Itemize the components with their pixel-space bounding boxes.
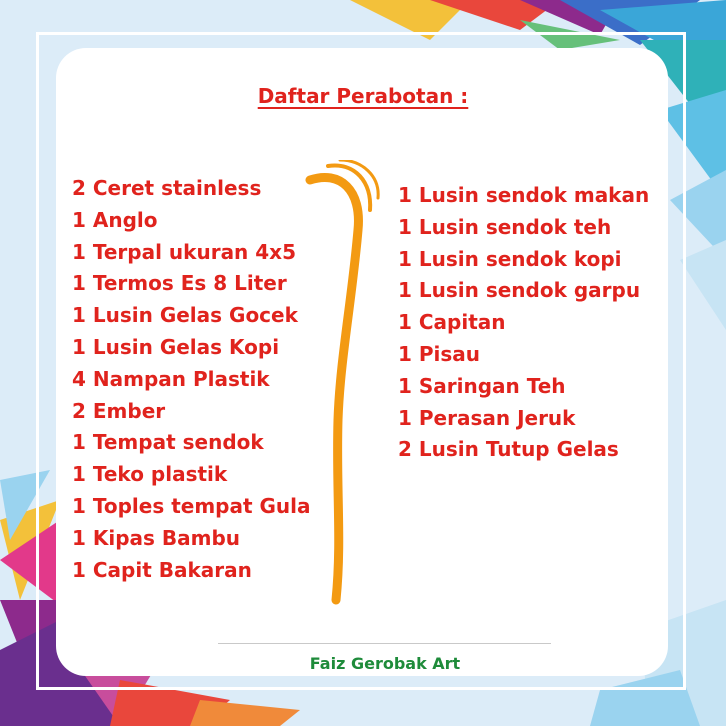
list-item: 1 Terpal ukuran 4x5 xyxy=(72,239,296,264)
list-item: 1 Tempat sendok xyxy=(72,430,264,455)
list-item: 1 Lusin sendok makan xyxy=(398,183,650,207)
page-title: Daftar Perabotan : xyxy=(257,84,469,108)
list-item: 1 Kipas Bambu xyxy=(72,525,241,550)
list-item: 1 Lusin Gelas Kopi xyxy=(72,334,280,359)
list-item: 1 Lusin sendok teh xyxy=(398,214,612,239)
right-item-list xyxy=(398,180,649,466)
list-item: 1 Toples tempat Gula xyxy=(72,493,311,518)
footer-brand: Faiz Gerobak Art xyxy=(309,654,461,673)
list-item: 2 Lusin Tutup Gelas xyxy=(398,437,619,462)
list-item: 1 Capitan xyxy=(398,310,506,335)
list-item: 1 Lusin Gelas Gocek xyxy=(72,303,298,328)
left-item-list xyxy=(72,173,311,586)
list-item: 2 Ember xyxy=(72,398,166,423)
list-item: 1 Anglo xyxy=(72,207,158,232)
list-item: 1 Pisau xyxy=(398,341,481,366)
list-item: 1 Termos Es 8 Liter xyxy=(72,271,287,296)
list-item: 1 Saringan Teh xyxy=(398,373,566,398)
list-item: 1 Perasan Jeruk xyxy=(398,405,576,430)
list-item: 2 Ceret stainless xyxy=(72,176,262,200)
list-item: 1 Lusin sendok kopi xyxy=(398,246,622,271)
list-item: 1 Lusin sendok garpu xyxy=(398,278,641,303)
decorative-divider xyxy=(300,160,390,610)
list-item: 4 Nampan Plastik xyxy=(72,366,270,391)
footer-divider xyxy=(218,643,551,644)
list-item: 1 Capit Bakaran xyxy=(72,557,252,582)
list-item: 1 Teko plastik xyxy=(72,462,228,487)
